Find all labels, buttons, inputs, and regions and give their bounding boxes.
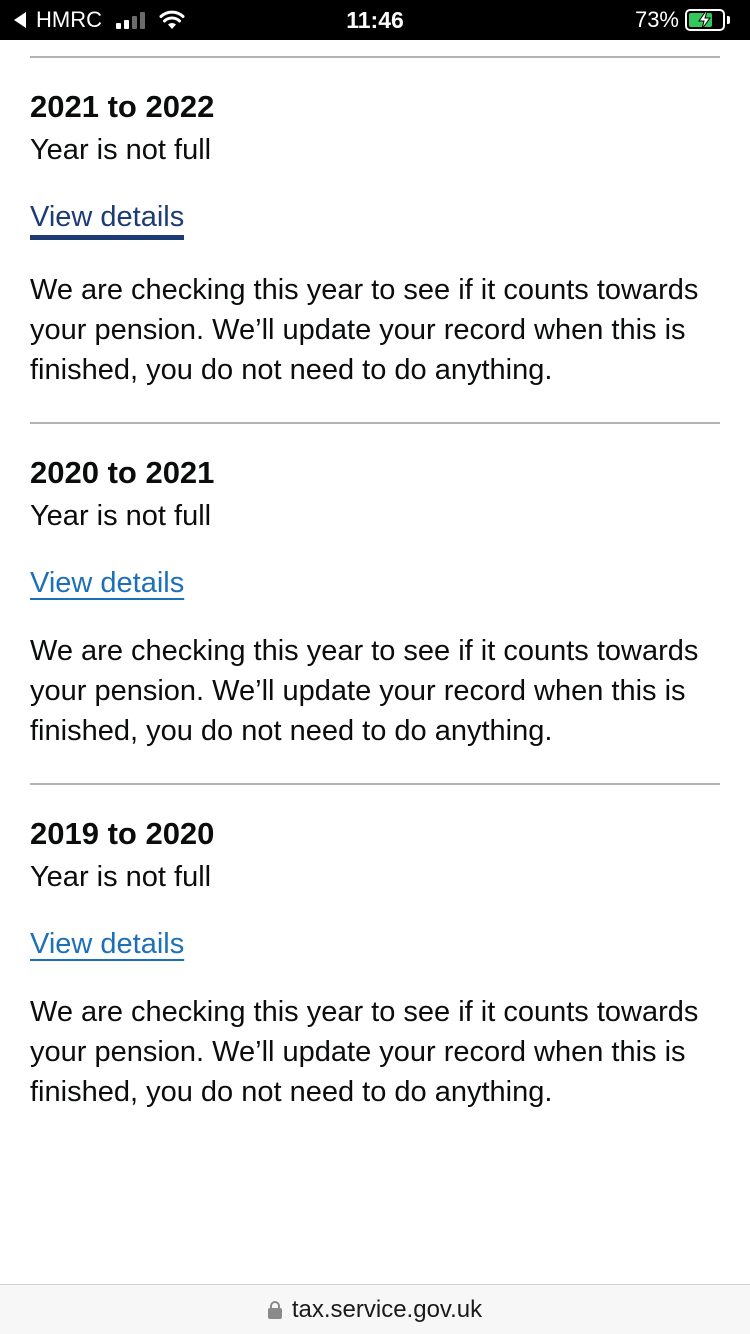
view-details-link[interactable]: View details: [30, 199, 184, 240]
year-section: [30, 783, 720, 1144]
status-bar-right: [635, 0, 730, 40]
view-details-link[interactable]: View details: [30, 928, 185, 960]
lock-icon: [268, 1301, 282, 1319]
year-explanation: We are checking this year to see if it counts towards your pension. We’ll update your record when this is finished, you do not need to do anything.: [30, 274, 699, 386]
back-app-label[interactable]: HMRC: [36, 7, 102, 32]
year-heading: 2021 to 2022: [30, 89, 215, 124]
battery-percent: 73%: [634, 7, 679, 32]
battery-nub: [727, 16, 730, 24]
status-bar-time: 11:46: [346, 6, 404, 33]
battery-icon: [685, 9, 725, 31]
url-bar[interactable]: [0, 1284, 750, 1334]
year-section: [30, 56, 720, 422]
status-bar: [0, 0, 750, 40]
year-status: Year is not full: [30, 861, 212, 893]
charging-bolt-icon: [697, 11, 713, 29]
year-status: Year is not full: [30, 500, 212, 532]
year-explanation: We are checking this year to see if it counts towards your pension. We’ll update your record when this is finished, you do not need to do anything.: [30, 635, 699, 747]
year-heading: 2019 to 2020: [30, 816, 215, 851]
year-section: [30, 422, 720, 783]
view-details-link[interactable]: View details: [30, 567, 185, 599]
year-heading: 2020 to 2021: [30, 455, 215, 490]
ni-record-list: [30, 40, 720, 1144]
url-domain[interactable]: tax.service.gov.uk: [291, 1295, 483, 1323]
year-status: Year is not full: [30, 134, 212, 166]
year-explanation: We are checking this year to see if it counts towards your pension. We’ll update your record when this is finished, you do not need to do anything.: [30, 996, 699, 1108]
